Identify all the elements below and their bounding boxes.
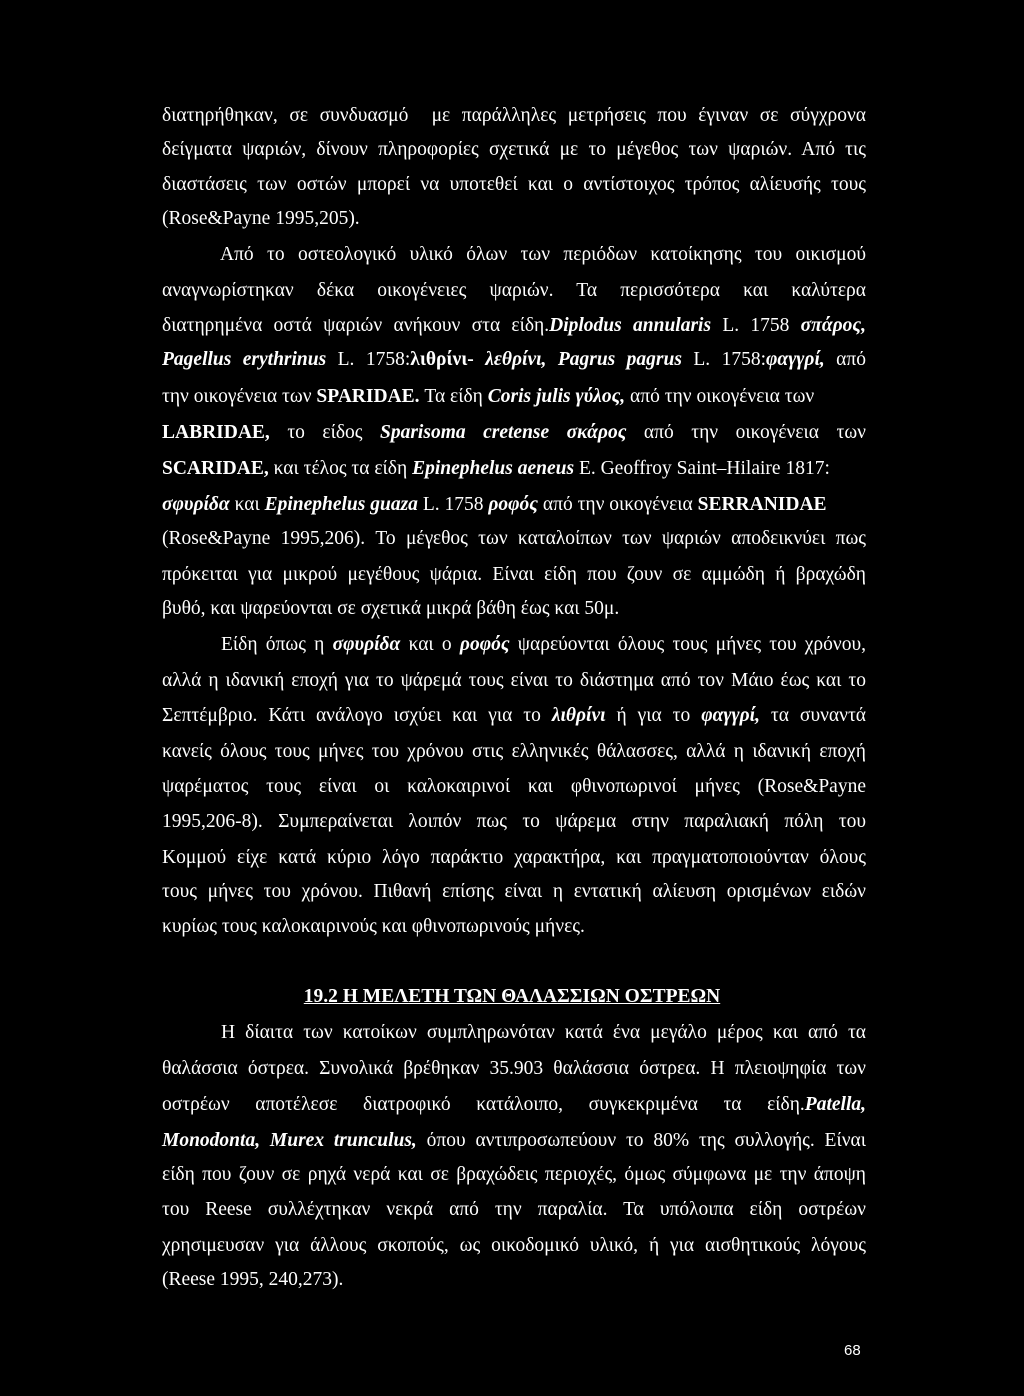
emphasized-text: λιθρίνι — [551, 705, 606, 726]
text-line — [162, 880, 866, 904]
emphasized-text: σφυρίδα — [162, 494, 230, 515]
text-run: όπου αντιπροσωπεύουν το 80% της συλλογής. Είναι — [416, 1130, 866, 1151]
emphasized-text: φαγγρί, — [766, 349, 825, 370]
text-line — [162, 207, 360, 231]
emphasized-text: λιθρίνι- — [410, 349, 474, 370]
text-line — [162, 457, 830, 481]
text-run — [546, 349, 557, 370]
text-run: από την οικογένεια — [538, 494, 698, 515]
text-run: θαλάσσια όστρεα. Συνολικά βρέθηκαν 35.903 θαλάσσια όστρεα. Η πλειοψηφία των — [162, 1058, 866, 1079]
text-line — [162, 775, 866, 799]
text-line — [162, 1234, 866, 1258]
text-run: Από το οστεολογικό υλικό όλων των περιόδων κατοίκησης του οικισμού — [220, 244, 866, 265]
emphasized-text: Sparisoma cretense σκάρος — [380, 422, 627, 443]
text-run: ψαρέματος τους είναι οι καλοκαιρινοί και φθινοπωρινοί μήνες (Rose&Payne — [162, 776, 866, 797]
text-line — [162, 1093, 866, 1117]
emphasized-text: φαγγρί, — [701, 705, 760, 726]
text-run: (Rose&Payne 1995,205). — [162, 208, 360, 229]
text-run: ψαρεύονται όλους τους μήνες του χρόνου, — [509, 634, 866, 655]
text-run: L. 1758: — [326, 349, 411, 370]
text-line — [162, 1268, 343, 1292]
emphasized-text: λεθρίνι, — [485, 349, 547, 370]
text-line — [162, 740, 866, 764]
text-run: Σεπτέμβριο. Κάτι ανάλογο ισχύει και για το — [162, 705, 552, 726]
text-line — [220, 243, 866, 267]
emphasized-text: Patella, — [804, 1094, 866, 1115]
emphasized-text: Monodonta, Murex trunculus, — [162, 1130, 417, 1151]
emphasized-text: Epinephelus aeneus — [412, 458, 575, 479]
text-line — [162, 104, 866, 128]
text-line — [162, 704, 866, 728]
text-run: πρόκειται για μικρού μεγέθους ψάρια. Είναι είδη που ζουν σε αμμώδη ή βραχώδη — [162, 564, 866, 585]
emphasized-text: SERRANIDAE — [697, 494, 827, 515]
emphasized-text: Coris julis γύλος, — [487, 386, 626, 407]
text-run: Είδη όπως η — [221, 634, 333, 655]
text-run: οστρέων αποτέλεσε διατροφικό κατάλοιπο, συγκεκριμένα τα είδη. — [162, 1094, 805, 1115]
emphasized-text: Epinephelus guaza — [264, 494, 418, 515]
text-run: είδη που ζουν σε ρηχά νερά και σε βραχώδεις περιοχές, όμως σύμφωνα με την άποψη — [162, 1164, 866, 1185]
text-line — [162, 597, 619, 621]
text-line — [162, 138, 866, 162]
text-line — [162, 493, 827, 517]
text-run: και — [229, 494, 265, 515]
text-run: τα συναντά — [759, 705, 867, 726]
text-run — [474, 349, 485, 370]
emphasized-text: Pagellus erythrinus — [162, 349, 327, 370]
emphasized-text: σφυρίδα — [332, 634, 401, 655]
emphasized-text: σπάρος, — [800, 315, 866, 336]
text-line — [162, 279, 866, 303]
text-run: χρησιμευσαν για άλλους σκοπούς, ως οικοδομικό υλικό, ή για αισθητικούς λόγους — [162, 1235, 866, 1256]
emphasized-text: Pagrus pagrus — [557, 349, 682, 370]
text-line — [162, 173, 866, 197]
text-run: και τέλος τα είδη — [268, 458, 413, 479]
page-number: 68 — [844, 1342, 861, 1359]
text-run: αλλά η ιδανική εποχή για το ψάρεμά τους είναι το διάστημα από τον Μάιο έως και το — [162, 670, 866, 691]
text-run: (Rose&Payne 1995,206). Το μέγεθος των καταλοίπων των ψαριών αποδεικνύει πως — [162, 528, 866, 549]
text-line — [162, 1163, 866, 1187]
emphasized-text: LABRIDAE, — [162, 422, 270, 443]
text-run: L. 1758: — [681, 349, 766, 370]
text-line — [162, 385, 814, 409]
emphasized-text: ροφός — [459, 634, 510, 655]
text-run: Τα είδη — [419, 386, 488, 407]
text-run: κυρίως τους καλοκαιρινούς και φθινοπωρινούς μήνες. — [162, 916, 585, 937]
text-run: αναγνωρίστηκαν δέκα οικογένειες ψαριών. Τα περισσότερα και καλύτερα — [162, 280, 866, 301]
text-run: Η δίαιτα των κατοίκων συμπληρωνόταν κατά ένα μεγάλο μέρος και από τα — [221, 1022, 866, 1043]
text-run: από την οικογένεια των — [625, 386, 815, 407]
text-run: κανείς όλους τους μήνες του χρόνου στις ελληνικές θάλασσες, αλλά η ιδανική εποχή — [162, 741, 866, 762]
text-run: από — [824, 349, 866, 370]
text-run: Κομμού είχε κατά κύριο λόγο παράκτιο χαρακτήρα, και πραγματοποιούνταν όλους — [162, 847, 866, 868]
text-line — [221, 633, 866, 657]
text-run: διατηρήθηκαν, σε συνδυασμό με παράλληλες μετρήσεις που έγιναν σε σύγχρονα — [162, 105, 866, 126]
text-line — [162, 1198, 866, 1222]
text-line — [162, 348, 866, 372]
text-run: (Reese 1995, 240,273). — [162, 1269, 344, 1290]
text-run: του Reese συλλέχτηκαν νεκρά από την παραλία. Τα υπόλοιπα είδη οστρέων — [162, 1199, 866, 1220]
section-heading: 19.2 Η ΜΕΛΕΤΗ ΤΩΝ ΘΑΛΑΣΣΙΩΝ ΟΣΤΡΕΩΝ — [303, 986, 721, 1007]
text-run: 1995,206-8). Συμπεραίνεται λοιπόν πως το ψάρεμα στην παραλιακή πόλη του — [162, 811, 866, 832]
text-line — [162, 421, 866, 445]
text-run: L. 1758 — [711, 315, 801, 336]
text-line — [162, 527, 866, 551]
text-run: από την οικογένεια των — [626, 422, 866, 443]
text-run: διαστάσεις των οστών μπορεί να υποτεθεί και ο αντίστοιχος τρόπος αλίευσής τους — [162, 174, 866, 195]
text-run: βυθό, και ψαρεύονται σε σχετικά μικρά βάθη έως και 50μ. — [162, 598, 620, 619]
text-line — [162, 846, 866, 870]
text-run: διατηρημένα οστά ψαριών ανήκουν στα είδη. — [162, 315, 550, 336]
text-run: τους μήνες του χρόνου. Πιθανή επίσης είναι η εντατική αλίευση ορισμένων ειδών — [162, 881, 866, 902]
text-run: και ο — [400, 634, 460, 655]
text-line — [162, 915, 585, 939]
emphasized-text: ροφός — [488, 494, 539, 515]
text-line — [162, 563, 866, 587]
text-run: δείγματα ψαριών, δίνουν πληροφορίες σχετικά με το μέγεθος των ψαριών. Από τις — [162, 139, 866, 160]
text-run: E. Geoffroy Saint–Hilaire 1817: — [574, 458, 830, 479]
text-run: L. 1758 — [417, 494, 489, 515]
emphasized-text: Diplodus annularis — [549, 315, 712, 336]
text-run: την οικογένεια των — [162, 386, 317, 407]
text-run: ή για το — [605, 705, 702, 726]
emphasized-text: SCARIDAE, — [162, 458, 269, 479]
text-line — [162, 669, 866, 693]
text-line — [162, 314, 866, 338]
text-line — [162, 1057, 866, 1081]
text-line — [162, 810, 866, 834]
emphasized-text: SPARIDAE. — [316, 386, 420, 407]
text-line — [221, 1021, 866, 1045]
text-run: το είδος — [269, 422, 380, 443]
text-line — [162, 1129, 866, 1153]
